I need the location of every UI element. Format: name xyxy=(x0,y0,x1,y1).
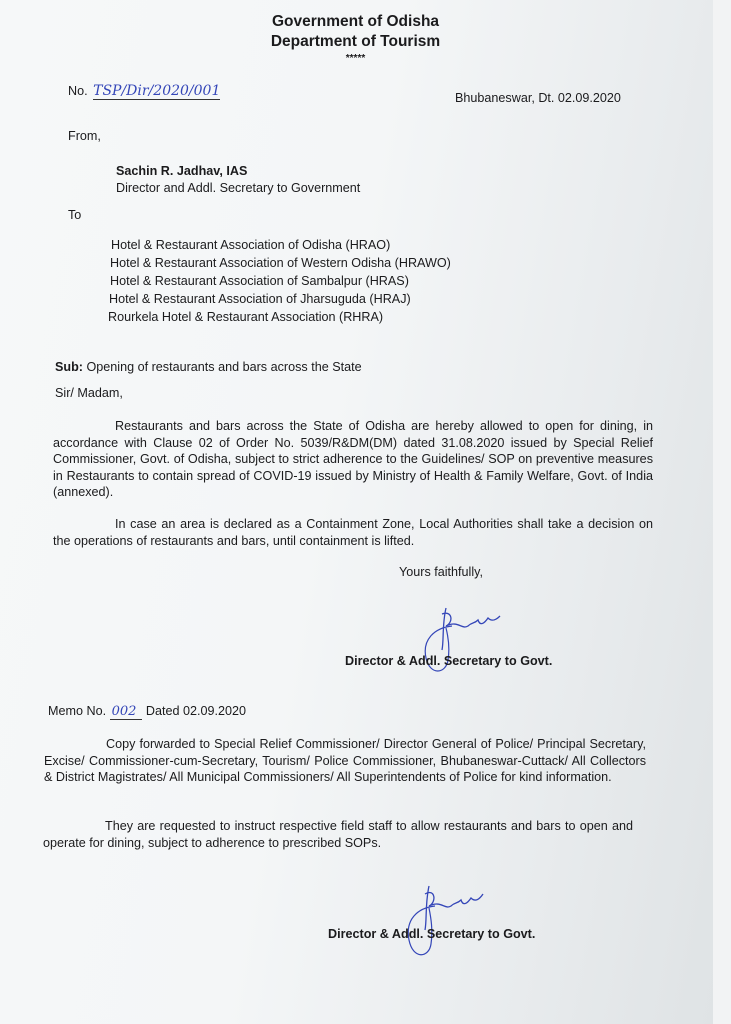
sender-name: Sachin R. Jadhav, IAS xyxy=(116,164,248,178)
signature-2-icon xyxy=(395,880,505,965)
recipient-item: Hotel & Restaurant Association of Western Odisha (HRAWO) xyxy=(110,256,451,270)
signature-1-icon xyxy=(412,600,522,680)
recipient-item: Hotel & Restaurant Association of Odisha (HRAO) xyxy=(111,238,391,252)
signature-1-designation: Director & Addl. Secretary to Govt. xyxy=(345,654,553,668)
recipient-item: Hotel & Restaurant Association of Sambalpur (HRAS) xyxy=(110,274,409,288)
memo-paragraph-1-text: Copy forwarded to Special Relief Commissioner/ Director General of Police/ Principal Secretary, Excise/ Commissioner-cum-Secretary, Tourism/ Police Commissioner, Bhubaneswar-Cuttack/ All Collectors & District Magistrates/ All Municipal Commissioners/ All Superintendents of Police for kind information. xyxy=(44,737,646,784)
subject-text: Opening of restaurants and bars across the State xyxy=(86,360,362,374)
subject-line xyxy=(55,360,362,374)
recipient-item: Rourkela Hotel & Restaurant Association (RHRA) xyxy=(108,310,384,324)
body-paragraph-2 xyxy=(53,516,653,549)
memo-dated: Dated 02.09.2020 xyxy=(145,704,247,718)
memo-line xyxy=(48,704,246,720)
header-government: Government of Odisha xyxy=(271,13,440,30)
to-label: To xyxy=(68,208,82,222)
closing: Yours faithfully, xyxy=(399,565,484,579)
body-paragraph-2-text: In case an area is declared as a Containment Zone, Local Authorities shall take a decision on the operations of restaurants and bars, until containment is lifted. xyxy=(53,517,653,548)
reference-no-handwritten: TSP/Dir/2020/001 xyxy=(93,83,221,99)
recipient-item: Hotel & Restaurant Association of Jharsuguda (HRAJ) xyxy=(109,292,411,306)
memo-label: Memo No. xyxy=(48,704,107,718)
reference-number xyxy=(68,83,220,100)
subject-label: Sub: xyxy=(55,360,83,374)
memo-no-handwritten: 002 xyxy=(110,704,143,720)
body-paragraph-1-text: Restaurants and bars across the State of Odisha are hereby allowed to open for dining, in accordance with Clause 02 of Order No. 5039/R&DM(DM) dated 31.08.2020 issued by Special Relief Commissioner, Govt. of Odisha, subject to strict adherence to the Guidelines/ SOP on preventive measures in Restaurants to contain spread of COVID-19 issued by Ministry of Health & Family Welfare, Govt. of India (annexed). xyxy=(53,419,653,499)
place-date: Bhubaneswar, Dt. 02.09.2020 xyxy=(455,91,621,105)
memo-paragraph-1 xyxy=(44,736,646,786)
header-department: Department of Tourism xyxy=(270,33,441,50)
header-stars: ***** xyxy=(345,53,366,64)
salutation: Sir/ Madam, xyxy=(55,386,123,400)
sender-designation: Director and Addl. Secretary to Government xyxy=(116,181,361,195)
memo-paragraph-2 xyxy=(43,818,633,851)
page-edge xyxy=(713,0,731,1024)
reference-no-label: No. xyxy=(68,84,88,98)
body-paragraph-1 xyxy=(53,418,653,501)
from-label: From, xyxy=(68,129,101,143)
memo-paragraph-2-text: They are requested to instruct respective field staff to allow restaurants and bars to open and operate for dining, subject to adherence to prescribed SOPs. xyxy=(43,819,633,850)
signature-2-designation: Director & Addl. Secretary to Govt. xyxy=(328,927,536,941)
